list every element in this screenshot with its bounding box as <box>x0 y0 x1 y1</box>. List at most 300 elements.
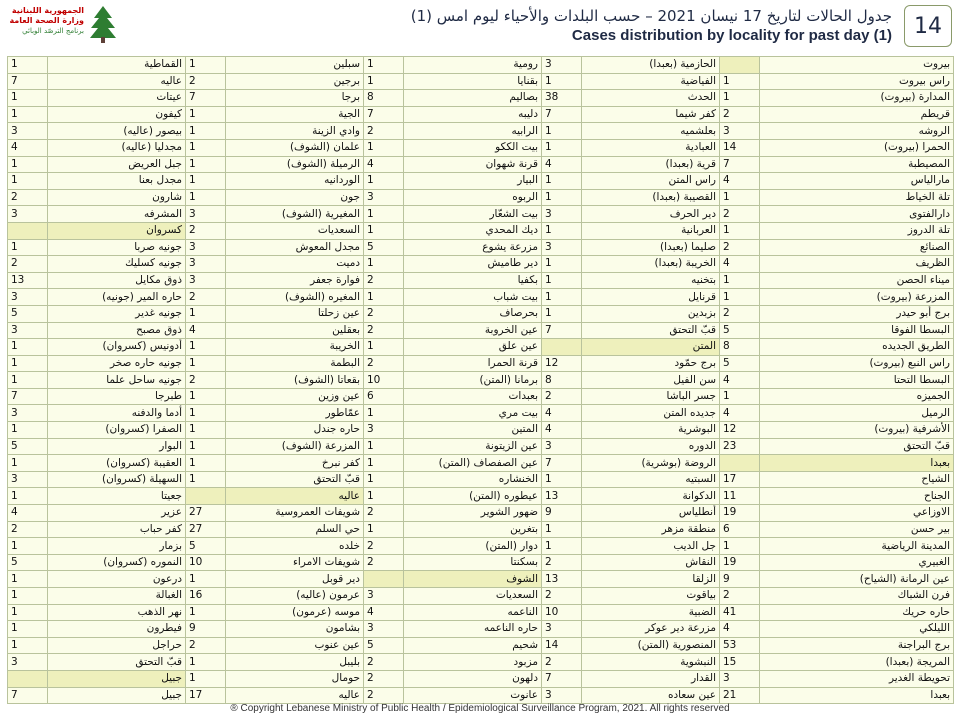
case-count-cell: 2 <box>720 106 760 123</box>
locality-cell: السهيلة (كسروان) <box>48 471 186 488</box>
case-count-cell: 14 <box>542 637 582 654</box>
table-row <box>8 90 954 107</box>
table-row <box>8 637 954 654</box>
cases-table <box>7 56 954 704</box>
locality-cell: الجناح <box>760 488 954 505</box>
locality-cell: شويفات العمروسية <box>226 505 364 522</box>
case-count-cell: 38 <box>542 90 582 107</box>
locality-cell: بياقوت <box>582 588 720 605</box>
case-count-cell: 7 <box>186 90 226 107</box>
locality-cell: عانوت <box>404 687 542 704</box>
locality-cell: المدينة الرياضية <box>760 538 954 555</box>
table-row <box>8 588 954 605</box>
table-row <box>8 670 954 687</box>
case-count-cell: 1 <box>186 405 226 422</box>
cases-table-body <box>8 57 954 704</box>
case-count-cell: 16 <box>186 588 226 605</box>
case-count-cell: 1 <box>364 139 404 156</box>
case-count-cell: 1 <box>8 372 48 389</box>
case-count-cell: 2 <box>720 206 760 223</box>
locality-cell: الجية <box>226 106 364 123</box>
case-count-cell: 9 <box>720 571 760 588</box>
locality-cell: الجميزه <box>760 388 954 405</box>
locality-cell: الدكوانة <box>582 488 720 505</box>
case-count-cell: 2 <box>186 222 226 239</box>
case-count-cell: 1 <box>186 438 226 455</box>
locality-cell: فرن الشباك <box>760 588 954 605</box>
locality-cell: فوارة جعفر <box>226 272 364 289</box>
locality-cell: الحازمية (بعبدا) <box>582 57 720 74</box>
case-count-cell: 1 <box>8 239 48 256</box>
case-count-cell: 1 <box>720 222 760 239</box>
case-count-cell: 1 <box>8 57 48 74</box>
locality-cell: دير قوبل <box>226 571 364 588</box>
case-count-cell: 1 <box>8 455 48 472</box>
case-count-cell: 1 <box>8 571 48 588</box>
locality-cell: بصاليم <box>404 90 542 107</box>
locality-cell: النبشوية <box>582 654 720 671</box>
locality-cell: الفياضية <box>582 73 720 90</box>
case-count-cell: 3 <box>542 206 582 223</box>
locality-cell: عين الزيتونة <box>404 438 542 455</box>
locality-cell: عمّاطور <box>226 405 364 422</box>
case-count-cell: 3 <box>364 621 404 638</box>
locality-cell: سن الفيل <box>582 372 720 389</box>
locality-cell: النقاش <box>582 554 720 571</box>
locality-cell: ميناء الحصن <box>760 272 954 289</box>
case-count-cell: 1 <box>542 305 582 322</box>
table-row <box>8 355 954 372</box>
case-count-cell: 3 <box>8 123 48 140</box>
case-count-cell <box>364 571 404 588</box>
case-count-cell: 1 <box>8 339 48 356</box>
locality-cell: البطمة <box>226 355 364 372</box>
case-count-cell: 3 <box>8 322 48 339</box>
locality-cell: برج حمّود <box>582 355 720 372</box>
locality-cell: بتخنيه <box>582 272 720 289</box>
locality-cell: عين وزين <box>226 388 364 405</box>
table-row <box>8 156 954 173</box>
locality-cell: شحيم <box>404 637 542 654</box>
case-count-cell: 1 <box>542 256 582 273</box>
case-count-cell: 1 <box>542 521 582 538</box>
locality-cell: موسه (عرمون) <box>226 604 364 621</box>
table-row <box>8 57 954 74</box>
locality-cell: عاليه <box>226 488 364 505</box>
case-count-cell: 4 <box>8 139 48 156</box>
locality-cell: قبّ التحتق <box>760 438 954 455</box>
locality-cell: السعديات <box>226 222 364 239</box>
locality-cell: جسر الباشا <box>582 388 720 405</box>
locality-cell: مجدليا (عاليه) <box>48 139 186 156</box>
locality-cell: الدوره <box>582 438 720 455</box>
case-count-cell: 5 <box>8 305 48 322</box>
case-count-cell: 1 <box>542 471 582 488</box>
locality-cell: جديده المتن <box>582 405 720 422</box>
case-count-cell: 1 <box>186 123 226 140</box>
case-count-cell: 4 <box>364 604 404 621</box>
case-count-cell: 10 <box>542 604 582 621</box>
case-count-cell: 9 <box>542 505 582 522</box>
case-count-cell: 2 <box>720 588 760 605</box>
case-count-cell: 1 <box>542 173 582 190</box>
table-row <box>8 139 954 156</box>
case-count-cell: 1 <box>542 139 582 156</box>
case-count-cell: 1 <box>186 57 226 74</box>
locality-cell: الليلكي <box>760 621 954 638</box>
case-count-cell: 1 <box>8 588 48 605</box>
title-english: Cases distribution by locality for past day (1) <box>571 27 892 44</box>
case-count-cell: 3 <box>8 289 48 306</box>
locality-cell: الخريبة (بعبدا) <box>582 256 720 273</box>
case-count-cell: 1 <box>186 189 226 206</box>
locality-cell: جبل العريض <box>48 156 186 173</box>
case-count-cell: 1 <box>542 538 582 555</box>
page-title <box>411 6 892 46</box>
case-count-cell: 2 <box>364 123 404 140</box>
locality-cell: البوار <box>48 438 186 455</box>
locality-cell: المنصورية (المتن) <box>582 637 720 654</box>
locality-cell: بيت الككو <box>404 139 542 156</box>
case-count-cell: 6 <box>364 388 404 405</box>
case-count-cell: 2 <box>364 538 404 555</box>
locality-cell: الغبيري <box>760 554 954 571</box>
locality-cell: علمان (الشوف) <box>226 139 364 156</box>
case-count-cell: 1 <box>186 654 226 671</box>
case-count-cell: 7 <box>542 455 582 472</box>
table-row <box>8 438 954 455</box>
cedar-icon <box>88 4 118 44</box>
locality-cell: حاره المير (جونيه) <box>48 289 186 306</box>
locality-cell: عين عنوب <box>226 637 364 654</box>
locality-cell: جون <box>226 189 364 206</box>
locality-cell: النموره (كسروان) <box>48 554 186 571</box>
case-count-cell: 1 <box>364 206 404 223</box>
locality-cell: سبلين <box>226 57 364 74</box>
locality-cell: بعلشميه <box>582 123 720 140</box>
case-count-cell: 1 <box>8 422 48 439</box>
case-count-cell: 2 <box>186 372 226 389</box>
case-count-cell: 3 <box>542 687 582 704</box>
case-count-cell: 2 <box>720 239 760 256</box>
locality-cell: البسطا الفوقا <box>760 322 954 339</box>
locality-cell: حاره حريك <box>760 604 954 621</box>
locality-cell: الناعمه <box>404 604 542 621</box>
locality-cell: جبيل <box>48 670 186 687</box>
table-row <box>8 372 954 389</box>
case-count-cell: 8 <box>542 372 582 389</box>
case-count-cell: 4 <box>8 505 48 522</box>
locality-cell: المدارة (بيروت) <box>760 90 954 107</box>
case-count-cell: 3 <box>186 206 226 223</box>
locality-cell: دليبه <box>404 106 542 123</box>
locality-cell: الاوزاعي <box>760 505 954 522</box>
case-count-cell: 3 <box>186 272 226 289</box>
locality-cell: عين زحلتا <box>226 305 364 322</box>
case-count-cell <box>8 670 48 687</box>
case-count-cell: 2 <box>542 654 582 671</box>
case-count-cell: 23 <box>720 438 760 455</box>
case-count-cell: 41 <box>720 604 760 621</box>
locality-cell: بعبدا <box>760 687 954 704</box>
case-count-cell: 1 <box>364 173 404 190</box>
locality-cell: برجا <box>226 90 364 107</box>
case-count-cell: 4 <box>720 372 760 389</box>
table-row <box>8 554 954 571</box>
table-row <box>8 206 954 223</box>
case-count-cell: 19 <box>720 554 760 571</box>
case-count-cell: 1 <box>542 289 582 306</box>
locality-cell: تحويطة الغدير <box>760 670 954 687</box>
table-row <box>8 239 954 256</box>
locality-cell: العقيبة (كسروان) <box>48 455 186 472</box>
locality-cell: دلهون <box>404 670 542 687</box>
table-row <box>8 222 954 239</box>
locality-cell: عين الخروبة <box>404 322 542 339</box>
case-count-cell: 3 <box>542 438 582 455</box>
case-count-cell: 1 <box>8 355 48 372</box>
case-count-cell: 1 <box>186 571 226 588</box>
case-count-cell: 7 <box>8 687 48 704</box>
case-count-cell: 2 <box>542 554 582 571</box>
locality-cell: الضبية <box>582 604 720 621</box>
logo-line-2: وزارة الصحة العامة <box>9 16 84 25</box>
table-row <box>8 687 954 704</box>
locality-cell: بيت شباب <box>404 289 542 306</box>
title-arabic: جدول الحالات لتاريخ 17 نيسان 2021 – حسب البلدات والأحياء ليوم امس (1) <box>410 7 892 25</box>
table-row <box>8 521 954 538</box>
table-row <box>8 106 954 123</box>
case-count-cell: 1 <box>8 90 48 107</box>
locality-cell: عين الرمانة (الشياح) <box>760 571 954 588</box>
locality-cell: السعديات <box>404 588 542 605</box>
case-count-cell: 1 <box>364 438 404 455</box>
locality-cell: تلة الخياط <box>760 189 954 206</box>
locality-cell: حراجل <box>48 637 186 654</box>
locality-cell: كفر شيما <box>582 106 720 123</box>
table-row <box>8 322 954 339</box>
case-count-cell: 1 <box>186 388 226 405</box>
case-count-cell: 15 <box>720 654 760 671</box>
locality-cell: الخريبة <box>226 339 364 356</box>
locality-cell: خلده <box>226 538 364 555</box>
case-count-cell: 3 <box>364 588 404 605</box>
locality-cell: رومية <box>404 57 542 74</box>
locality-cell: عاليه <box>48 73 186 90</box>
table-row <box>8 422 954 439</box>
locality-cell: منطقة مزهر <box>582 521 720 538</box>
locality-cell: قبّ التحتق <box>582 322 720 339</box>
locality-cell: حاره جندل <box>226 422 364 439</box>
locality-cell: نهر الذهب <box>48 604 186 621</box>
locality-cell: دميت <box>226 256 364 273</box>
case-count-cell: 1 <box>186 604 226 621</box>
case-count-cell: 1 <box>720 189 760 206</box>
case-count-cell: 1 <box>8 106 48 123</box>
table-row <box>8 604 954 621</box>
locality-cell: ديك المحدي <box>404 222 542 239</box>
table-row <box>8 189 954 206</box>
locality-cell: جل الديب <box>582 538 720 555</box>
case-count-cell: 4 <box>720 173 760 190</box>
copyright-footer: ® Copyright Lebanese Ministry of Public Health / Epidemiological Surveillance Program, 2021. All rights reserved <box>230 703 730 714</box>
locality-cell: الغبالة <box>48 588 186 605</box>
case-count-cell: 1 <box>720 538 760 555</box>
locality-cell: بيت الشعّار <box>404 206 542 223</box>
locality-cell: بيروت <box>760 57 954 74</box>
case-count-cell: 2 <box>364 272 404 289</box>
case-count-cell: 11 <box>720 488 760 505</box>
case-count-cell: 4 <box>542 422 582 439</box>
case-count-cell: 12 <box>542 355 582 372</box>
case-count-cell: 7 <box>542 322 582 339</box>
locality-cell: كفر نبرخ <box>226 455 364 472</box>
case-count-cell: 13 <box>542 488 582 505</box>
locality-cell: الخنشاره <box>404 471 542 488</box>
case-count-cell: 2 <box>186 637 226 654</box>
locality-cell: عاليه <box>226 687 364 704</box>
locality-cell: برج أبو حيدر <box>760 305 954 322</box>
locality-cell: برج البراجنة <box>760 637 954 654</box>
locality-cell: مزبود <box>404 654 542 671</box>
case-count-cell: 7 <box>8 388 48 405</box>
locality-cell: الحدث <box>582 90 720 107</box>
locality-cell: بير حسن <box>760 521 954 538</box>
locality-cell: قبّ التحتق <box>226 471 364 488</box>
locality-cell: برمانا (المتن) <box>404 372 542 389</box>
locality-cell: مزرعة يشوع <box>404 239 542 256</box>
locality-cell: المتين <box>404 422 542 439</box>
locality-cell: قرنة شهوان <box>404 156 542 173</box>
locality-cell: جبيل <box>48 687 186 704</box>
table-row <box>8 289 954 306</box>
locality-cell: حي السلم <box>226 521 364 538</box>
case-count-cell: 17 <box>186 687 226 704</box>
ministry-logo <box>8 4 120 48</box>
locality-cell: قرنة الحمرا <box>404 355 542 372</box>
case-count-cell: 27 <box>186 505 226 522</box>
locality-cell: عزير <box>48 505 186 522</box>
locality-cell: المغيره (الشوف) <box>226 289 364 306</box>
locality-cell: عيتات <box>48 90 186 107</box>
locality-cell: القدار <box>582 670 720 687</box>
table-row <box>8 388 954 405</box>
locality-cell: الربوه <box>404 189 542 206</box>
locality-cell: المشرفه <box>48 206 186 223</box>
locality-cell: أدما والدفنه <box>48 405 186 422</box>
case-count-cell: 1 <box>8 621 48 638</box>
case-count-cell: 17 <box>720 471 760 488</box>
locality-cell: طبرجا <box>48 388 186 405</box>
case-count-cell: 1 <box>8 488 48 505</box>
case-count-cell: 1 <box>542 73 582 90</box>
locality-cell: حاره الناعمه <box>404 621 542 638</box>
case-count-cell: 2 <box>186 73 226 90</box>
locality-cell: البسطا التحتا <box>760 372 954 389</box>
case-count-cell: 3 <box>8 654 48 671</box>
case-count-cell: 3 <box>8 405 48 422</box>
locality-cell: دوار (المتن) <box>404 538 542 555</box>
locality-cell: قرنايل <box>582 289 720 306</box>
locality-cell: بزمار <box>48 538 186 555</box>
case-count-cell <box>720 57 760 74</box>
locality-cell: دير طاميش <box>404 256 542 273</box>
locality-cell: المزرعة (بيروت) <box>760 289 954 306</box>
locality-cell: شارون <box>48 189 186 206</box>
locality-cell: الصنائع <box>760 239 954 256</box>
case-count-cell: 5 <box>8 438 48 455</box>
locality-cell: الرابيه <box>404 123 542 140</box>
case-count-cell: 5 <box>720 322 760 339</box>
case-count-cell: 13 <box>8 272 48 289</box>
case-count-cell: 1 <box>542 189 582 206</box>
case-count-cell: 5 <box>364 637 404 654</box>
case-count-cell: 4 <box>720 621 760 638</box>
table-row <box>8 538 954 555</box>
case-count-cell: 1 <box>542 272 582 289</box>
case-count-cell: 27 <box>186 521 226 538</box>
locality-cell: كفر حباب <box>48 521 186 538</box>
locality-cell: بيت مري <box>404 405 542 422</box>
locality-cell: عين سعاده <box>582 687 720 704</box>
locality-cell: قريطم <box>760 106 954 123</box>
case-count-cell <box>542 339 582 356</box>
case-count-cell: 13 <box>542 571 582 588</box>
case-count-cell: 2 <box>364 670 404 687</box>
locality-cell: البوشرية <box>582 422 720 439</box>
table-row <box>8 621 954 638</box>
page-number-badge: 14 <box>904 5 952 47</box>
table-row <box>8 505 954 522</box>
case-count-cell: 1 <box>186 670 226 687</box>
locality-cell: الرميلة (الشوف) <box>226 156 364 173</box>
case-count-cell: 10 <box>364 372 404 389</box>
table-row <box>8 455 954 472</box>
case-count-cell: 3 <box>8 206 48 223</box>
case-count-cell: 3 <box>542 621 582 638</box>
locality-cell: ذوق مصبح <box>48 322 186 339</box>
locality-cell: جعيتا <box>48 488 186 505</box>
locality-cell: الحمرا (بيروت) <box>760 139 954 156</box>
locality-cell: المتن <box>582 339 720 356</box>
case-count-cell: 1 <box>186 173 226 190</box>
locality-cell: أنطلياس <box>582 505 720 522</box>
locality-cell: الوردانيه <box>226 173 364 190</box>
locality-cell: قبّ التحتق <box>48 654 186 671</box>
case-count-cell: 1 <box>542 222 582 239</box>
locality-cell: جونيه ساحل علما <box>48 372 186 389</box>
case-count-cell: 12 <box>720 422 760 439</box>
locality-cell: راس بيروت <box>760 73 954 90</box>
case-count-cell: 7 <box>720 156 760 173</box>
table-row <box>8 256 954 273</box>
case-count-cell: 1 <box>186 106 226 123</box>
locality-cell: المغيرية (الشوف) <box>226 206 364 223</box>
locality-cell: الشياح <box>760 471 954 488</box>
case-count-cell: 3 <box>542 239 582 256</box>
locality-cell: وادي الزينة <box>226 123 364 140</box>
case-count-cell: 8 <box>720 339 760 356</box>
case-count-cell: 1 <box>8 538 48 555</box>
case-count-cell: 4 <box>720 256 760 273</box>
case-count-cell: 4 <box>364 156 404 173</box>
locality-cell: بقعاتا (الشوف) <box>226 372 364 389</box>
case-count-cell: 1 <box>542 123 582 140</box>
locality-cell: عرمون (عاليه) <box>226 588 364 605</box>
case-count-cell: 6 <box>720 521 760 538</box>
table-row <box>8 571 954 588</box>
case-count-cell: 1 <box>720 289 760 306</box>
